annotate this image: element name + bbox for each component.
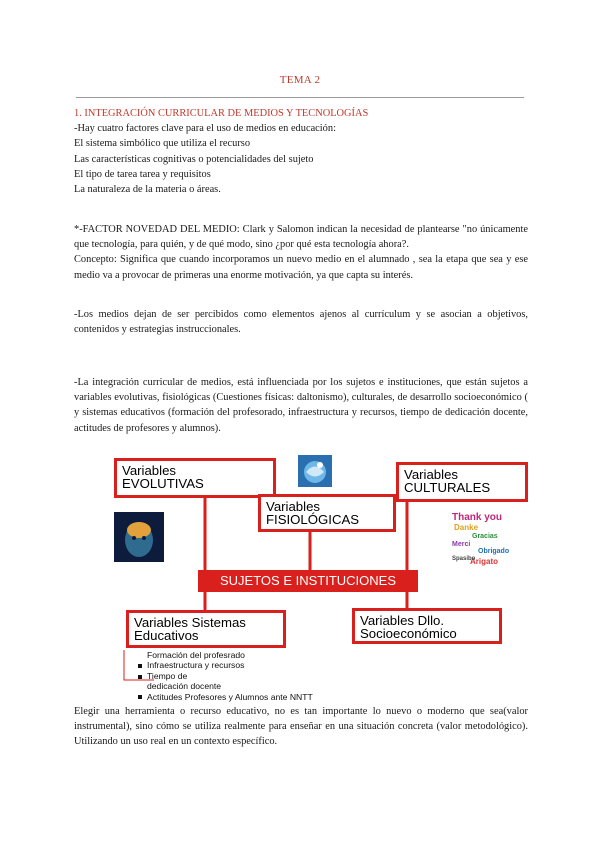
center-bar: SUJETOS E INSTITUCIONES: [198, 570, 418, 592]
head-image: [114, 512, 164, 562]
box-culturales-line1: Variables: [404, 467, 458, 482]
earth-image: [298, 455, 332, 487]
section-heading: 1. INTEGRACIÓN CURRICULAR DE MEDIOS Y TECNOLOGÍAS: [74, 108, 369, 119]
box-educativos-line2: Educativos: [134, 628, 199, 643]
bullet-item: dedicación docente: [147, 681, 222, 692]
medios-paragraph: -Los medios dejan de ser percibidos como elementos ajenos al currículum y se asocian a objetivos, contenidos y estrategias instruccionales.: [74, 309, 528, 336]
integracion-paragraph: -La integración curricular de medios, está influenciada por los sujetos e instituciones, que están sujetos a variables evolutivas, fisiológicas (Cuestiones físicas: daltonismo), culturales, de desarrollo socioeconómico ( y sistemas educativos (formación del profesorado, infraestructura y recursos, tiempo de dedicación docente, actitudes de profesores y alumnos).: [74, 377, 528, 434]
integracion-block: [74, 375, 528, 436]
conclusion-paragraph: Elegir una herramienta o recurso educativo, no es tan importante lo nuevo o moderno que sea(valor instrumental), sino cómo se utiliza realmente para enseñar en una situación concreta (valor metodológico). Utilizando un uso real en un contexto específico.: [74, 706, 528, 748]
box-fisiologicas: [258, 494, 396, 532]
thanks-word: Obrigado: [478, 548, 510, 555]
thank-you-wordcloud: [450, 512, 526, 570]
thanks-word: Arigato: [470, 557, 498, 566]
box-educativos: [126, 610, 286, 648]
bullet-item: [138, 671, 313, 681]
page-title: TEMA 2: [279, 74, 321, 86]
thanks-word: Gracias: [472, 533, 498, 540]
bullet-icon: [138, 664, 142, 668]
bullet-icon: [138, 695, 142, 699]
bullet-text: Infraestructura y recursos: [147, 660, 245, 671]
bullet-item: [138, 692, 313, 702]
box-socio-line1: Variables Dllo.: [360, 613, 445, 628]
novedad-paragraph: *-FACTOR NOVEDAD DEL MEDIO: Clark y Salomon indican la necesidad de plantearse "no únicamente que tecnología, para quién, y de qué modo, sino ¿por qué esta tecnología ahora?.: [74, 224, 528, 251]
factor-item: El sistema simbólico que utiliza el recurso: [74, 138, 251, 150]
concepto-paragraph: Concepto: Significa que cuando incorporamos un nuevo medio en el alumnado , sea la etapa que sea y ese medio va a provocar de primeras una enorme motivación, ya que capta su interés.: [74, 254, 528, 281]
thanks-word: Thank you: [452, 512, 503, 523]
thanks-word: Spasibo: [452, 556, 476, 562]
bullet-text: Actitudes Profesores y Alumnos ante NNTT: [147, 691, 313, 702]
box-educativos-line1: Variables Sistemas: [134, 615, 246, 630]
educativos-bullets: [138, 650, 313, 702]
box-culturales: [396, 462, 528, 502]
box-evolutivas-line1: Variables: [122, 463, 176, 478]
variables-diagram: [110, 452, 526, 702]
box-evolutivas: [114, 458, 276, 498]
factor-item: Las características cognitivas o potencialidades del sujeto: [74, 153, 314, 165]
title-divider: [76, 97, 524, 98]
bullet-item: Formación del profesrado: [147, 650, 245, 660]
conclusion-block: [74, 704, 528, 750]
box-socio-line2: Socioeconómico: [360, 626, 457, 641]
bullet-item: [138, 660, 313, 670]
box-culturales-line2: CULTURALES: [404, 480, 491, 495]
novedad-block: [74, 222, 528, 283]
bullet-icon: [138, 675, 142, 679]
section-1: [74, 106, 528, 197]
bullet-text: Tiempo de: [147, 670, 188, 681]
thanks-word: Danke: [454, 523, 479, 532]
box-socioeconomico: [352, 608, 502, 644]
box-evolutivas-line2: EVOLUTIVAS: [122, 476, 204, 491]
box-fisiologicas-line1: Variables: [266, 499, 320, 514]
thanks-word: Merci: [452, 541, 471, 548]
factors-intro: -Hay cuatro factores clave para el uso de medios en educación:: [74, 123, 336, 135]
factor-item: La naturaleza de la materia o áreas.: [74, 184, 221, 196]
box-fisiologicas-line2: FISIOLÓGICAS: [266, 512, 360, 527]
factor-item: El tipo de tarea tarea y requisitos: [74, 168, 211, 180]
medios-block: [74, 307, 528, 337]
